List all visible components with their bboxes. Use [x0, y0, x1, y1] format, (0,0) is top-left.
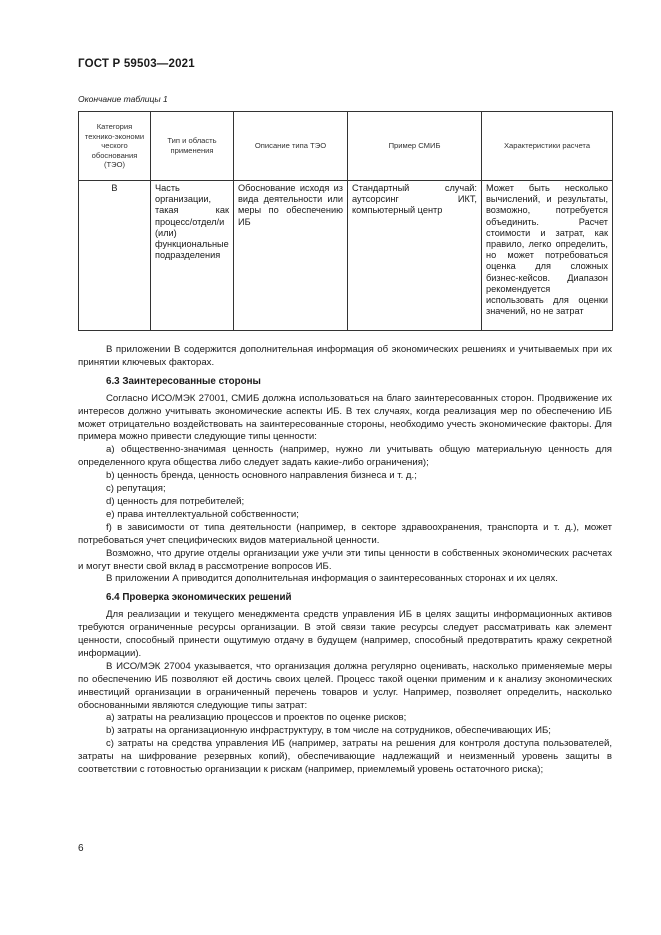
cell-category: В [79, 181, 151, 331]
col-header-type: Тип и область применения [151, 112, 234, 181]
body-text [78, 344, 612, 777]
cell-characteristics: Может быть несколько вычислений, и результаты, возможно, потребуется объединить. Расчет стоимости и затрат, как правило, легко определить, но может потребоваться оценка для сложных бизнес-кейсов. Диапазон рекомендуется использовать для оценки значений, но не затрат [482, 181, 613, 331]
page-number: 6 [78, 843, 84, 854]
list-item: c) затраты на средства управления ИБ (например, затраты на решения для контроля доступа пользователей, затраты на шифрование резервных копий), обеспечивающие надлежащий и неизменный уровень защиты в соответствии с готовностью организации к рискам (например, приемлемый уровень остаточного риска); [78, 738, 612, 776]
section-6-3-paragraph: В приложении А приводится дополнительная информация о заинтересованных сторонах и их целях. [106, 573, 558, 585]
intro-paragraph: В приложении В содержится дополнительная информация об экономических решениях и учитываемых при их принятии ключевых факторах. [78, 344, 612, 368]
section-6-4-paragraph: В ИСО/МЭК 27004 указывается, что организация должна регулярно оценивать, насколько применяемые меры по обеспечению ИБ позволяют ей достичь своих целей. Процесс такой оценки применим и к анализу экономических инвестиций организации в ограниченный перечень товаров и услуг. Например, позволяет определить, насколько обоснованными являются следующие типы затрат: [78, 660, 612, 711]
list-item: b) затраты на организационную инфраструктуру, в том числе на сотрудников, обеспечивающих ИБ; [106, 725, 551, 737]
section-6-3-paragraph: Согласно ИСО/МЭК 27001, СМИБ должна использоваться на благо заинтересованных сторон. Продвижение их интересов должно учитывать экономические аспекты ИБ. В тех случаях, когда реализация мер по обеспечению ИБ может отрицательно воздействовать на заинтересованные стороны, необходимо учесть экономические факторы. Для примера можно привести следующие типы ценности: [78, 392, 612, 443]
col-header-characteristics: Характеристики расчета [482, 112, 613, 181]
list-item: c) репутация; [106, 483, 166, 495]
list-item: e) права интеллектуальной собственности; [106, 508, 299, 520]
list-item: а) затраты на реализацию процессов и проектов по оценке рисков; [106, 712, 407, 724]
cell-example: Стандартный случай: аутсорсинг ИКТ, компьютерный центр [348, 181, 482, 331]
table-1 [78, 111, 613, 331]
section-6-3-title: 6.3 Заинтересованные стороны [106, 375, 261, 387]
col-header-example: Пример СМИБ [348, 112, 482, 181]
section-6-3-paragraph: Возможно, что другие отделы организации уже учли эти типы ценности в собственных экономических расчетах и могут внести свой вклад в рассмотрение вопросов ИБ. [78, 547, 612, 572]
col-header-category: Категория технико-экономи ческого обоснования (ТЭО) [79, 112, 151, 181]
list-item: d) ценность для потребителей; [106, 495, 245, 507]
list-item: f) в зависимости от типа деятельности (например, в секторе здравоохранения, транспорта и т. д.), может потребоваться учет специфических видов материальной ценности. [78, 521, 612, 546]
list-item: b) ценность бренда, ценность основного направления бизнеса и т. д.; [106, 470, 417, 482]
col-header-description: Описание типа ТЭО [234, 112, 348, 181]
section-6-4-paragraph: Для реализации и текущего менеджмента средств управления ИБ в целях защиты информационных активов требуются ограниченные ресурсы организации. В этой связи такие ресурсы следует рассматривать как элемент ценности, способный принести ощутимую отдачу в будущем (например, способный предотвратить кражу секретной информации). [78, 609, 612, 659]
section-6-4-title: 6.4 Проверка экономических решений [106, 592, 292, 604]
table-header-row [79, 112, 613, 181]
table-caption: Окончание таблицы 1 [78, 94, 168, 104]
cell-description: Обоснование исходя из вида деятельности или меры по обеспечению ИБ [234, 181, 348, 331]
list-item: а) общественно-значимая ценность (например, нужно ли учитывать общую материальную ценность для определенного круга общества либо следует задать какие-либо ограничения); [78, 444, 612, 469]
document-header: ГОСТ Р 59503—2021 [78, 58, 195, 70]
table-row [79, 181, 613, 331]
cell-type: Часть организации, такая как процесс/отдел/и (или) функциональные подразделения [151, 181, 234, 331]
